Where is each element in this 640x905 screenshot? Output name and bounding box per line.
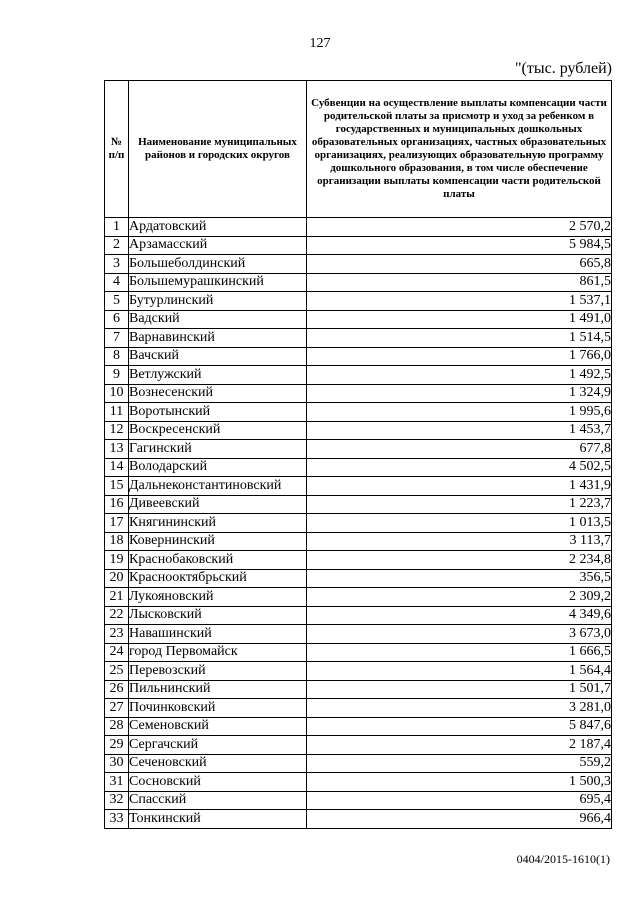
row-number: 21 [105, 588, 129, 607]
table-row [105, 477, 612, 496]
subvention-value: 966,4 [307, 810, 612, 829]
header-num: № п/п [105, 81, 129, 218]
row-number: 10 [105, 384, 129, 403]
row-number: 3 [105, 255, 129, 274]
district-name: Лукояновский [129, 588, 307, 607]
subvention-value: 1 500,3 [307, 773, 612, 792]
row-number: 4 [105, 273, 129, 292]
units-label: "(тыс. рублей) [515, 60, 612, 77]
district-name: Починковский [129, 699, 307, 718]
table-row [105, 717, 612, 736]
table-row [105, 273, 612, 292]
table-row [105, 569, 612, 588]
table-row [105, 255, 612, 274]
row-number: 17 [105, 514, 129, 533]
district-name: Воскресенский [129, 421, 307, 440]
district-name: Навашинский [129, 625, 307, 644]
district-name: Дивеевский [129, 495, 307, 514]
district-name: Вадский [129, 310, 307, 329]
subvention-value: 1 537,1 [307, 292, 612, 311]
district-name: Ардатовский [129, 218, 307, 237]
row-number: 20 [105, 569, 129, 588]
row-number: 33 [105, 810, 129, 829]
table-row [105, 532, 612, 551]
row-number: 8 [105, 347, 129, 366]
table-row [105, 236, 612, 255]
table-row [105, 625, 612, 644]
header-name: Наименование муниципальных районов и городских округов [129, 81, 307, 218]
subvention-value: 4 502,5 [307, 458, 612, 477]
row-number: 13 [105, 440, 129, 459]
table-row [105, 329, 612, 348]
row-number: 19 [105, 551, 129, 570]
table-row [105, 366, 612, 385]
table-row [105, 440, 612, 459]
district-name: Большемурашкинский [129, 273, 307, 292]
table-row [105, 736, 612, 755]
table-row [105, 643, 612, 662]
district-name: Дальнеконстантиновский [129, 477, 307, 496]
district-name: Семеновский [129, 717, 307, 736]
row-number: 2 [105, 236, 129, 255]
subvention-value: 1 501,7 [307, 680, 612, 699]
subvention-value: 2 187,4 [307, 736, 612, 755]
district-name: Сергачский [129, 736, 307, 755]
district-name: Тонкинский [129, 810, 307, 829]
district-name: Вознесенский [129, 384, 307, 403]
table-row [105, 514, 612, 533]
district-name: Володарский [129, 458, 307, 477]
subvention-value: 665,8 [307, 255, 612, 274]
table-row [105, 495, 612, 514]
table-body [105, 218, 612, 829]
row-number: 25 [105, 662, 129, 681]
row-number: 31 [105, 773, 129, 792]
district-name: Бутурлинский [129, 292, 307, 311]
table-row [105, 606, 612, 625]
table-row [105, 218, 612, 237]
row-number: 16 [105, 495, 129, 514]
subvention-value: 1 324,9 [307, 384, 612, 403]
row-number: 24 [105, 643, 129, 662]
table-row [105, 421, 612, 440]
header-value: Субвенции на осуществление выплаты компенсации части родительской платы за присмотр и уход за ребенком в государственных и муниципальных дошкольных образовательных организациях, частных образовательных организациях, реализующих образовательную программу дошкольного образования, в том числе обеспечение организации выплаты компенсации части родительской платы [307, 81, 612, 218]
district-name: Арзамасский [129, 236, 307, 255]
district-name: Перевозский [129, 662, 307, 681]
subvention-value: 3 281,0 [307, 699, 612, 718]
subvention-value: 1 431,9 [307, 477, 612, 496]
subvention-value: 4 349,6 [307, 606, 612, 625]
subvention-value: 861,5 [307, 273, 612, 292]
subvention-value: 559,2 [307, 754, 612, 773]
row-number: 32 [105, 791, 129, 810]
subvention-value: 5 847,6 [307, 717, 612, 736]
subvention-table [104, 80, 612, 829]
district-name: Сеченовский [129, 754, 307, 773]
subvention-value: 1 492,5 [307, 366, 612, 385]
table-row [105, 551, 612, 570]
table-row [105, 588, 612, 607]
row-number: 9 [105, 366, 129, 385]
table-row [105, 458, 612, 477]
district-name: Краснобаковский [129, 551, 307, 570]
table-row [105, 791, 612, 810]
subvention-value: 1 223,7 [307, 495, 612, 514]
row-number: 28 [105, 717, 129, 736]
table-row [105, 662, 612, 681]
table-row [105, 754, 612, 773]
subvention-value: 1 995,6 [307, 403, 612, 422]
row-number: 29 [105, 736, 129, 755]
row-number: 26 [105, 680, 129, 699]
district-name: Лысковский [129, 606, 307, 625]
district-name: Ковернинский [129, 532, 307, 551]
district-name: Вачский [129, 347, 307, 366]
district-name: Воротынский [129, 403, 307, 422]
district-name: Сосновский [129, 773, 307, 792]
table-row [105, 680, 612, 699]
district-name: Пильнинский [129, 680, 307, 699]
table-row [105, 310, 612, 329]
row-number: 22 [105, 606, 129, 625]
row-number: 14 [105, 458, 129, 477]
subvention-value: 1 514,5 [307, 329, 612, 348]
table-row [105, 292, 612, 311]
subvention-value: 2 570,2 [307, 218, 612, 237]
row-number: 5 [105, 292, 129, 311]
row-number: 7 [105, 329, 129, 348]
district-name: Гагинский [129, 440, 307, 459]
subvention-value: 3 673,0 [307, 625, 612, 644]
table-row [105, 347, 612, 366]
subvention-value: 356,5 [307, 569, 612, 588]
page-number: 127 [309, 36, 331, 51]
district-name: Варнавинский [129, 329, 307, 348]
row-number: 15 [105, 477, 129, 496]
row-number: 1 [105, 218, 129, 237]
district-name: Спасский [129, 791, 307, 810]
table-row [105, 403, 612, 422]
subvention-value: 2 309,2 [307, 588, 612, 607]
row-number: 30 [105, 754, 129, 773]
subvention-value: 1 013,5 [307, 514, 612, 533]
subvention-value: 3 113,7 [307, 532, 612, 551]
district-name: Ветлужский [129, 366, 307, 385]
row-number: 11 [105, 403, 129, 422]
subvention-value: 1 666,5 [307, 643, 612, 662]
district-name: Большеболдинский [129, 255, 307, 274]
table-row [105, 699, 612, 718]
row-number: 6 [105, 310, 129, 329]
subvention-value: 1 453,7 [307, 421, 612, 440]
subvention-value: 1 564,4 [307, 662, 612, 681]
district-name: город Первомайск [129, 643, 307, 662]
row-number: 27 [105, 699, 129, 718]
subvention-value: 1 491,0 [307, 310, 612, 329]
subvention-value: 677,8 [307, 440, 612, 459]
table-row [105, 773, 612, 792]
subvention-value: 1 766,0 [307, 347, 612, 366]
district-name: Княгининский [129, 514, 307, 533]
document-code: 0404/2015-1610(1) [516, 852, 610, 866]
table-header-row [105, 81, 612, 218]
table-row [105, 384, 612, 403]
row-number: 12 [105, 421, 129, 440]
row-number: 18 [105, 532, 129, 551]
district-name: Краснооктябрьский [129, 569, 307, 588]
subvention-value: 5 984,5 [307, 236, 612, 255]
table-row [105, 810, 612, 829]
subvention-value: 695,4 [307, 791, 612, 810]
subvention-value: 2 234,8 [307, 551, 612, 570]
row-number: 23 [105, 625, 129, 644]
